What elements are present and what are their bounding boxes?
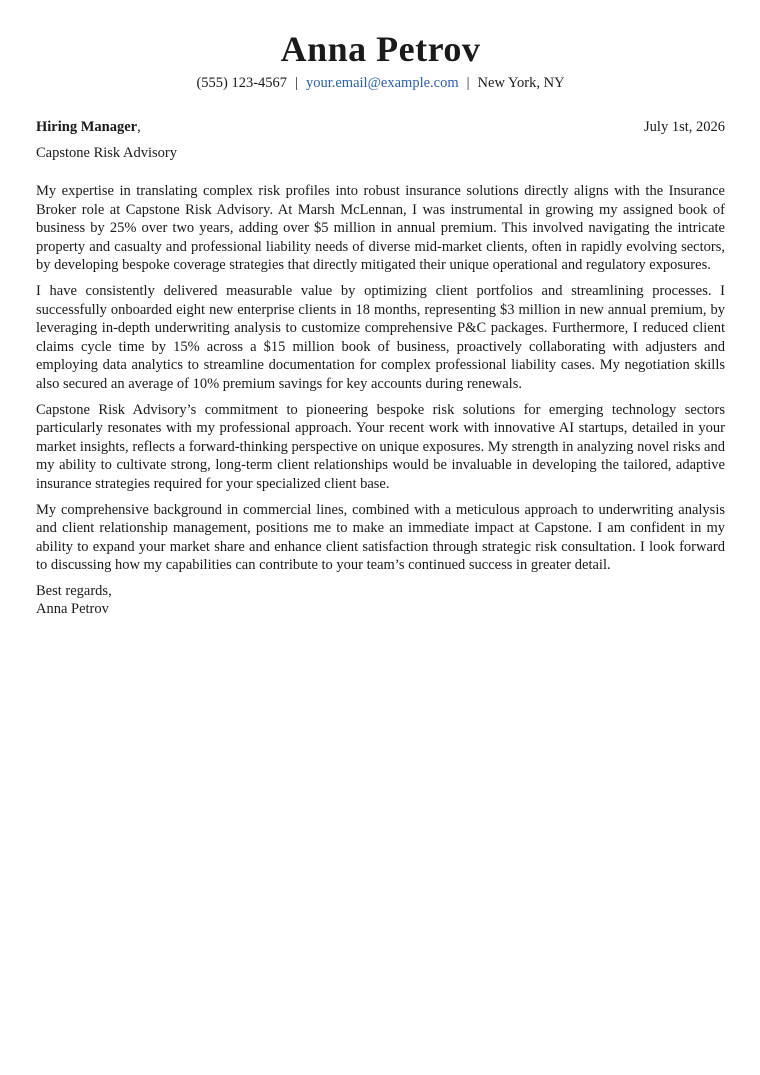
contact-separator: |: [466, 75, 470, 91]
contact-separator: |: [295, 75, 298, 91]
recipient-row: [36, 117, 725, 137]
recipient-title: Hiring Manager: [36, 119, 138, 135]
letter-body: [36, 182, 725, 575]
letter-closing: [36, 582, 725, 619]
body-paragraph: Capstone Risk Advisory’s commitment to pioneering bespoke risk solutions for emerging technology sectors particularly resonates with my professional approach. Your recent work with innovative AI startups, detailed in your market insights, reflects a forward-thinking perspective on unique exposures. My strength in analyzing novel risks and my ability to cultivate strong, long-term client relationships would be invaluable in developing the tailored, adaptive insurance strategies required for your specialized client base.: [36, 401, 725, 492]
email-link[interactable]: your.email@example.com: [305, 75, 459, 91]
body-paragraph: I have consistently delivered measurable value by optimizing client portfolios and streamlining processes. I successfully onboarded eight new enterprise clients in 18 months, representing $3 million in new annual premium, by leveraging in-depth underwriting analysis to customize comprehensive P&C packages. Furthermore, I reduced client claims cycle time by 15% across a $15 million book of business, proactively collaborating with adjusters and employing data analytics to streamline documentation for complex professional liability cases. My negotiation skills also secured an average of 10% premium savings for key accounts during renewals.: [36, 282, 725, 392]
recipient-company: Capstone Risk Advisory: [36, 145, 177, 161]
cover-letter-page: [36, 28, 725, 619]
recipient-title-suffix: ,: [137, 119, 141, 135]
contact-line: [36, 73, 725, 93]
closing-salutation: Best regards,: [36, 582, 112, 599]
closing-signature: Anna Petrov: [36, 601, 109, 618]
letter-date: July 1st, 2026: [644, 119, 725, 135]
phone-number: (555) 123-4567: [196, 75, 288, 91]
recipient-greeting: [36, 117, 141, 137]
applicant-name: Anna Petrov: [280, 29, 481, 69]
body-paragraph: My comprehensive background in commercial lines, combined with a meticulous approach to underwriting analysis and client relationship management, positions me to make an immediate impact at Capstone. I am confident in my ability to expand your market share and enhance client satisfaction through strategic risk consultation. I look forward to discussing how my capabilities can contribute to your team’s continued success in greater detail.: [36, 501, 725, 574]
location: New York, NY: [477, 75, 565, 91]
body-paragraph: My expertise in translating complex risk profiles into robust insurance solutions directly aligns with the Insurance Broker role at Capstone Risk Advisory. At Marsh McLennan, I was instrumental in growing my assigned book of business by 25% over two years, adding over $5 million in annual premium. This involved navigating the intricate property and casualty and professional liability needs of diverse mid-market clients, often in rapidly evolving sectors, by developing bespoke coverage strategies that directly mitigated their unique operational and regulatory exposures.: [36, 183, 725, 274]
